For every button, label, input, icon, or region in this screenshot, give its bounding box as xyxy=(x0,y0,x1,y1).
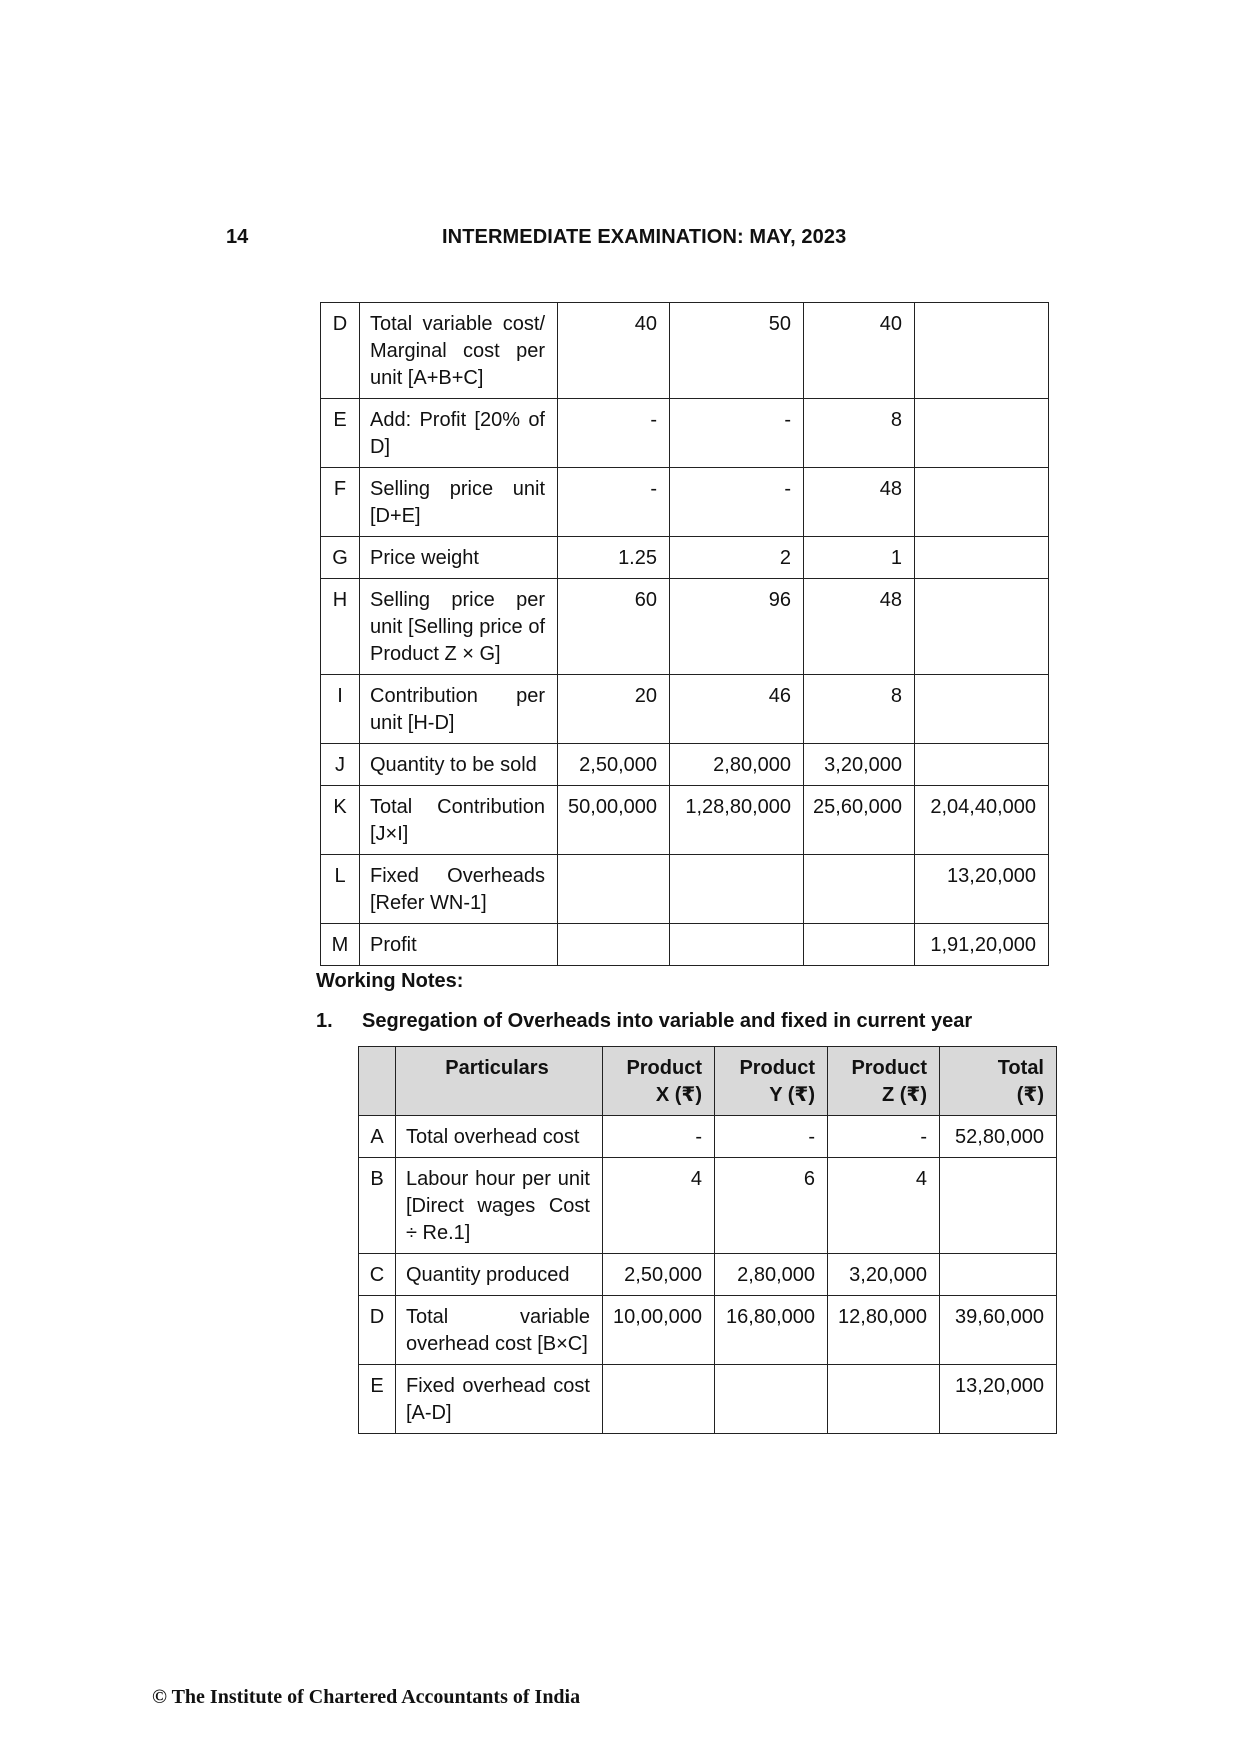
table-row xyxy=(321,579,1049,675)
product-z-value: 4 xyxy=(828,1158,940,1254)
product-x-value: 4 xyxy=(603,1158,715,1254)
row-particulars: Fixed overhead cost [A-D] xyxy=(396,1365,603,1434)
row-particulars: Quantity to be sold xyxy=(360,744,558,786)
table-row xyxy=(359,1116,1057,1158)
row-code: C xyxy=(359,1254,396,1296)
product-y-value: - xyxy=(715,1116,828,1158)
table-header-row xyxy=(359,1047,1057,1116)
product-z-value xyxy=(828,1365,940,1434)
header-particulars: Particulars xyxy=(396,1047,603,1116)
row-code: F xyxy=(321,468,360,537)
product-y-value: 2,80,000 xyxy=(715,1254,828,1296)
total-value xyxy=(915,579,1049,675)
row-code: M xyxy=(321,924,360,966)
header-code xyxy=(359,1047,396,1116)
row-particulars: Selling price unit [D+E] xyxy=(360,468,558,537)
page-header-title: INTERMEDIATE EXAMINATION: MAY, 2023 xyxy=(442,226,847,248)
product-y-value: 1,28,80,000 xyxy=(670,786,804,855)
product-x-value xyxy=(558,924,670,966)
total-value: 39,60,000 xyxy=(940,1296,1057,1365)
header-line: Product xyxy=(851,1057,927,1079)
row-particulars: Add: Profit [20% of D] xyxy=(360,399,558,468)
row-code: B xyxy=(359,1158,396,1254)
copyright-footer: © The Institute of Chartered Accountants of India xyxy=(152,1686,581,1708)
total-value xyxy=(915,675,1049,744)
product-x-value: 40 xyxy=(558,303,670,399)
table-row xyxy=(359,1158,1057,1254)
row-particulars: Contribution per unit [H-D] xyxy=(360,675,558,744)
row-particulars: Fixed Overheads [Refer WN-1] xyxy=(360,855,558,924)
total-value xyxy=(940,1158,1057,1254)
product-x-value: - xyxy=(558,399,670,468)
row-code: D xyxy=(359,1296,396,1365)
cost-computation-table xyxy=(320,302,1049,966)
total-value xyxy=(915,468,1049,537)
product-x-value: 60 xyxy=(558,579,670,675)
product-x-value: - xyxy=(603,1116,715,1158)
product-x-value: 20 xyxy=(558,675,670,744)
row-particulars: Selling price per unit [Selling price of Product Z × G] xyxy=(360,579,558,675)
product-z-value: 40 xyxy=(804,303,915,399)
row-particulars: Total variable overhead cost [B×C] xyxy=(396,1296,603,1365)
row-code: D xyxy=(321,303,360,399)
row-code: G xyxy=(321,537,360,579)
product-z-value: 8 xyxy=(804,675,915,744)
total-value xyxy=(915,303,1049,399)
table-row xyxy=(321,786,1049,855)
header-line: (₹) xyxy=(1016,1084,1044,1106)
page-number: 14 xyxy=(226,226,249,248)
product-z-value: 12,80,000 xyxy=(828,1296,940,1365)
row-code: J xyxy=(321,744,360,786)
row-code: E xyxy=(359,1365,396,1434)
table-row xyxy=(321,537,1049,579)
product-y-value: - xyxy=(670,399,804,468)
product-x-value: 1.25 xyxy=(558,537,670,579)
row-code: E xyxy=(321,399,360,468)
product-x-value: 10,00,000 xyxy=(603,1296,715,1365)
product-y-value: - xyxy=(670,468,804,537)
note-title: Segregation of Overheads into variable and fixed in current year xyxy=(362,1010,973,1032)
product-z-value: 48 xyxy=(804,579,915,675)
total-value: 52,80,000 xyxy=(940,1116,1057,1158)
note-number: 1. xyxy=(316,1010,333,1032)
header-line: Product xyxy=(626,1057,702,1079)
row-code: K xyxy=(321,786,360,855)
header-total xyxy=(940,1047,1057,1116)
product-x-value xyxy=(603,1365,715,1434)
product-x-value: - xyxy=(558,468,670,537)
row-particulars: Profit xyxy=(360,924,558,966)
row-code: H xyxy=(321,579,360,675)
product-x-value: 2,50,000 xyxy=(603,1254,715,1296)
header-line: Total xyxy=(997,1057,1044,1079)
row-particulars: Labour hour per unit [Direct wages Cost ÷ Re.1] xyxy=(396,1158,603,1254)
product-y-value: 6 xyxy=(715,1158,828,1254)
table-row xyxy=(321,399,1049,468)
total-value: 13,20,000 xyxy=(940,1365,1057,1434)
product-x-value: 2,50,000 xyxy=(558,744,670,786)
table-row xyxy=(321,744,1049,786)
table-row xyxy=(359,1296,1057,1365)
product-y-value: 96 xyxy=(670,579,804,675)
table-row xyxy=(321,855,1049,924)
total-value xyxy=(915,744,1049,786)
product-y-value xyxy=(670,924,804,966)
row-particulars: Total variable cost/ Marginal cost per unit [A+B+C] xyxy=(360,303,558,399)
row-code: I xyxy=(321,675,360,744)
product-z-value xyxy=(804,924,915,966)
product-y-value: 16,80,000 xyxy=(715,1296,828,1365)
row-particulars: Total overhead cost xyxy=(396,1116,603,1158)
table-row xyxy=(321,924,1049,966)
product-y-value: 2 xyxy=(670,537,804,579)
row-code: L xyxy=(321,855,360,924)
product-y-value xyxy=(715,1365,828,1434)
header-product-z xyxy=(828,1047,940,1116)
total-value: 2,04,40,000 xyxy=(915,786,1049,855)
product-z-value: 1 xyxy=(804,537,915,579)
total-value: 1,91,20,000 xyxy=(915,924,1049,966)
table-row xyxy=(321,303,1049,399)
header-product-x xyxy=(603,1047,715,1116)
product-z-value xyxy=(804,855,915,924)
total-value xyxy=(940,1254,1057,1296)
product-z-value: 48 xyxy=(804,468,915,537)
product-z-value: 3,20,000 xyxy=(828,1254,940,1296)
header-line: Product xyxy=(739,1057,815,1079)
overhead-segregation-table xyxy=(358,1046,1057,1434)
product-y-value: 50 xyxy=(670,303,804,399)
table-row xyxy=(321,468,1049,537)
total-value xyxy=(915,399,1049,468)
header-line: Y (₹) xyxy=(769,1084,815,1106)
header-line: X (₹) xyxy=(655,1084,702,1106)
table-row xyxy=(359,1365,1057,1434)
row-code: A xyxy=(359,1116,396,1158)
product-z-value: 25,60,000 xyxy=(804,786,915,855)
header-product-y xyxy=(715,1047,828,1116)
working-notes-heading: Working Notes: xyxy=(316,970,464,992)
product-x-value xyxy=(558,855,670,924)
product-y-value: 46 xyxy=(670,675,804,744)
table-row xyxy=(359,1254,1057,1296)
product-y-value xyxy=(670,855,804,924)
product-z-value: 8 xyxy=(804,399,915,468)
total-value: 13,20,000 xyxy=(915,855,1049,924)
total-value xyxy=(915,537,1049,579)
row-particulars: Price weight xyxy=(360,537,558,579)
product-z-value: 3,20,000 xyxy=(804,744,915,786)
row-particulars: Total Contribution [J×I] xyxy=(360,786,558,855)
table-row xyxy=(321,675,1049,744)
row-particulars: Quantity produced xyxy=(396,1254,603,1296)
product-y-value: 2,80,000 xyxy=(670,744,804,786)
header-line: Z (₹) xyxy=(881,1084,927,1106)
product-z-value: - xyxy=(828,1116,940,1158)
product-x-value: 50,00,000 xyxy=(558,786,670,855)
